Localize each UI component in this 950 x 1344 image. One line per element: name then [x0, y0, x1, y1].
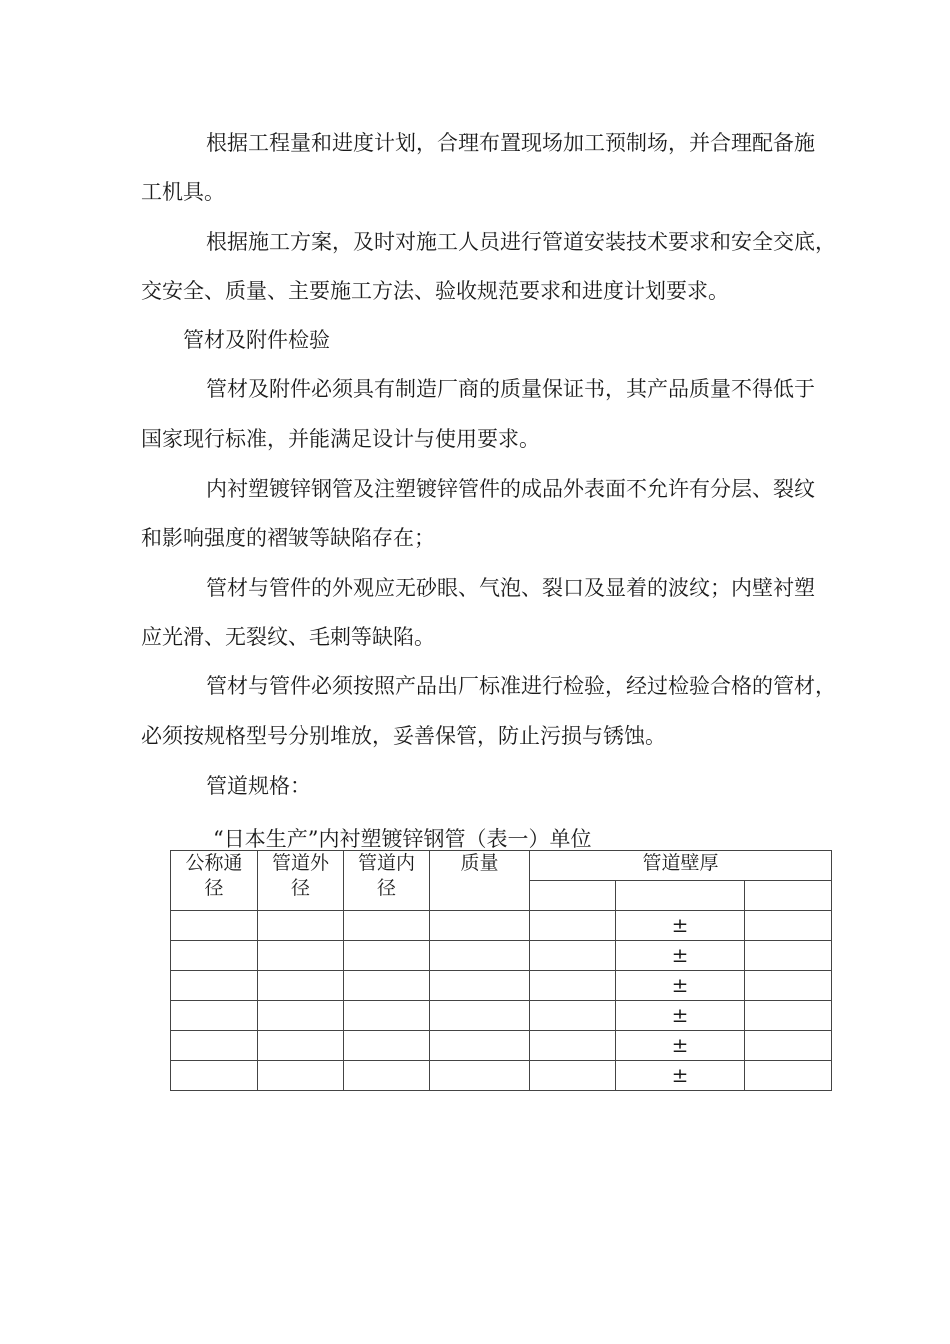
header-outer-diameter: 管道外 径	[258, 851, 344, 911]
header-nominal-diameter: 公称通 径	[171, 851, 258, 911]
header-mass: 质量	[430, 851, 530, 911]
tolerance-cell: ±	[616, 971, 745, 1001]
table-row	[171, 1031, 832, 1061]
header-wall-thickness: 管道壁厚	[530, 851, 832, 881]
table-caption: “日本生产”内衬塑镀锌钢管（表一）单位	[213, 827, 592, 851]
paragraph-line: 根据施工方案，及时对施工人员进行管道安装技术要求和安全交底，	[206, 230, 836, 254]
paragraph-line: 内衬塑镀锌钢管及注塑镀锌管件的成品外表面不允许有分层、裂纹	[206, 477, 815, 501]
paragraph-line: 管材与管件必须按照产品出厂标准进行检验，经过检验合格的管材，	[206, 674, 836, 698]
table-cell	[530, 881, 616, 911]
table-row	[171, 1061, 832, 1091]
paragraph-line: 和影响强度的褶皱等缺陷存在；	[141, 526, 435, 550]
table-row	[171, 1001, 832, 1031]
section-heading: 管材及附件检验	[183, 328, 330, 352]
paragraph-line: 根据工程量和进度计划，合理布置现场加工预制场，并合理配备施	[206, 131, 815, 155]
table-cell	[616, 881, 745, 911]
paragraph-line: 工机具。	[141, 180, 225, 204]
paragraph-line: 应光滑、无裂纹、毛刺等缺陷。	[141, 625, 435, 649]
table-row	[171, 911, 832, 941]
paragraph-line: 管道规格：	[206, 774, 311, 798]
tolerance-cell: ±	[616, 1031, 745, 1061]
paragraph-line: 管材与管件的外观应无砂眼、气泡、裂口及显着的波纹；内壁衬塑	[206, 576, 815, 600]
paragraph-line: 管材及附件必须具有制造厂商的质量保证书，其产品质量不得低于	[206, 377, 815, 401]
table-row	[171, 941, 832, 971]
tolerance-cell: ±	[616, 1001, 745, 1031]
paragraph-line: 交安全、质量、主要施工方法、验收规范要求和进度计划要求。	[141, 279, 729, 303]
tolerance-cell: ±	[616, 1061, 745, 1091]
header-inner-diameter: 管道内 径	[344, 851, 430, 911]
table-cell	[745, 881, 832, 911]
paragraph-line: 必须按规格型号分别堆放，妥善保管，防止污损与锈蚀。	[141, 724, 666, 748]
tolerance-cell: ±	[616, 941, 745, 971]
paragraph-line: 国家现行标准，并能满足设计与使用要求。	[141, 427, 540, 451]
tolerance-cell: ±	[616, 911, 745, 941]
table-row	[171, 971, 832, 1001]
pipe-spec-table	[170, 850, 832, 1091]
